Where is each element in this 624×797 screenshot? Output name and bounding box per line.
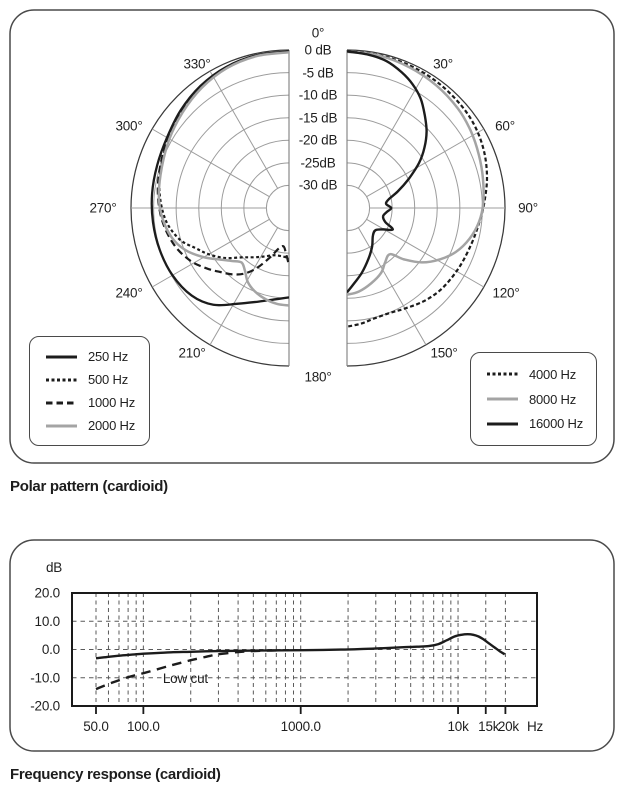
freq-y-axis-title: dB	[46, 560, 63, 575]
polar-legend-left-item	[45, 349, 145, 364]
polar-db-label: -30 dB	[298, 177, 338, 193]
freq-y-tick-label: 0.0	[41, 642, 60, 657]
polar-db-label: -25dB	[300, 155, 336, 171]
legend-line-sample-icon	[45, 376, 78, 384]
polar-angle-label: 180°	[304, 369, 332, 385]
polar-angle-label: 270°	[89, 200, 117, 216]
freq-x-tick-label: 20k	[497, 719, 519, 734]
polar-angle-label: 60°	[495, 118, 515, 134]
freq-x-tick-label: 10k	[447, 719, 469, 734]
legend-line-sample-icon	[45, 422, 78, 430]
polar-legend-right-item	[486, 392, 592, 407]
polar-angle-label: 210°	[178, 345, 206, 361]
polar-legend-right	[470, 352, 597, 446]
low-cut-annotation: Low cut	[162, 671, 208, 687]
polar-legend-left-item	[45, 372, 145, 387]
polar-angle-label: 120°	[492, 285, 520, 301]
polar-legend-left	[29, 336, 150, 446]
legend-item-label: 1000 Hz	[88, 395, 136, 410]
freq-x-tick-label: 50.0	[83, 719, 109, 734]
polar-legend-right-item	[486, 367, 592, 382]
freq-y-tick-label: 10.0	[34, 613, 60, 629]
polar-angle-label: 30°	[433, 56, 453, 72]
polar-legend-right-item	[486, 416, 592, 431]
freq-caption: Frequency response (cardioid)	[10, 766, 221, 783]
polar-angle-label: 150°	[430, 345, 458, 361]
freq-y-tick-label: -20.0	[30, 698, 60, 714]
polar-angle-label: 90°	[518, 200, 538, 216]
legend-line-sample-icon	[486, 370, 519, 378]
polar-angle-label: 240°	[115, 285, 143, 301]
polar-angle-label: 330°	[183, 56, 211, 72]
freq-x-tick-label: 100.0	[126, 719, 160, 734]
legend-item-label: 250 Hz	[88, 349, 128, 364]
polar-caption: Polar pattern (cardioid)	[10, 478, 168, 495]
legend-line-sample-icon	[486, 420, 519, 428]
legend-item-label: 500 Hz	[88, 372, 128, 387]
polar-db-label: 0 dB	[304, 42, 332, 58]
freq-y-tick-label: -10.0	[30, 670, 60, 686]
freq-x-tick-label: 15k	[478, 719, 500, 734]
polar-legend-left-item	[45, 395, 145, 410]
legend-item-label: 2000 Hz	[88, 418, 136, 433]
legend-line-sample-icon	[45, 353, 78, 361]
freq-x-unit-label: Hz	[527, 719, 544, 734]
polar-db-label: -5 dB	[302, 65, 334, 81]
legend-item-label: 4000 Hz	[529, 366, 577, 382]
polar-series-2000-hz	[159, 52, 289, 305]
freq-y-tick-label: 20.0	[34, 585, 60, 601]
legend-line-sample-icon	[45, 399, 78, 407]
polar-db-label: -15 dB	[298, 110, 338, 126]
frequency-response-canvas	[0, 500, 624, 797]
polar-angle-label: 0°	[311, 25, 325, 41]
polar-db-label: -10 dB	[298, 87, 338, 103]
freq-x-tick-label: 1000.0	[280, 719, 321, 734]
polar-legend-left-item	[45, 418, 145, 433]
legend-line-sample-icon	[486, 395, 519, 403]
legend-item-label: 16000 Hz	[529, 416, 584, 432]
polar-db-label: -20 dB	[298, 132, 338, 148]
legend-item-label: 8000 Hz	[529, 391, 577, 407]
polar-angle-label: 300°	[115, 118, 143, 134]
